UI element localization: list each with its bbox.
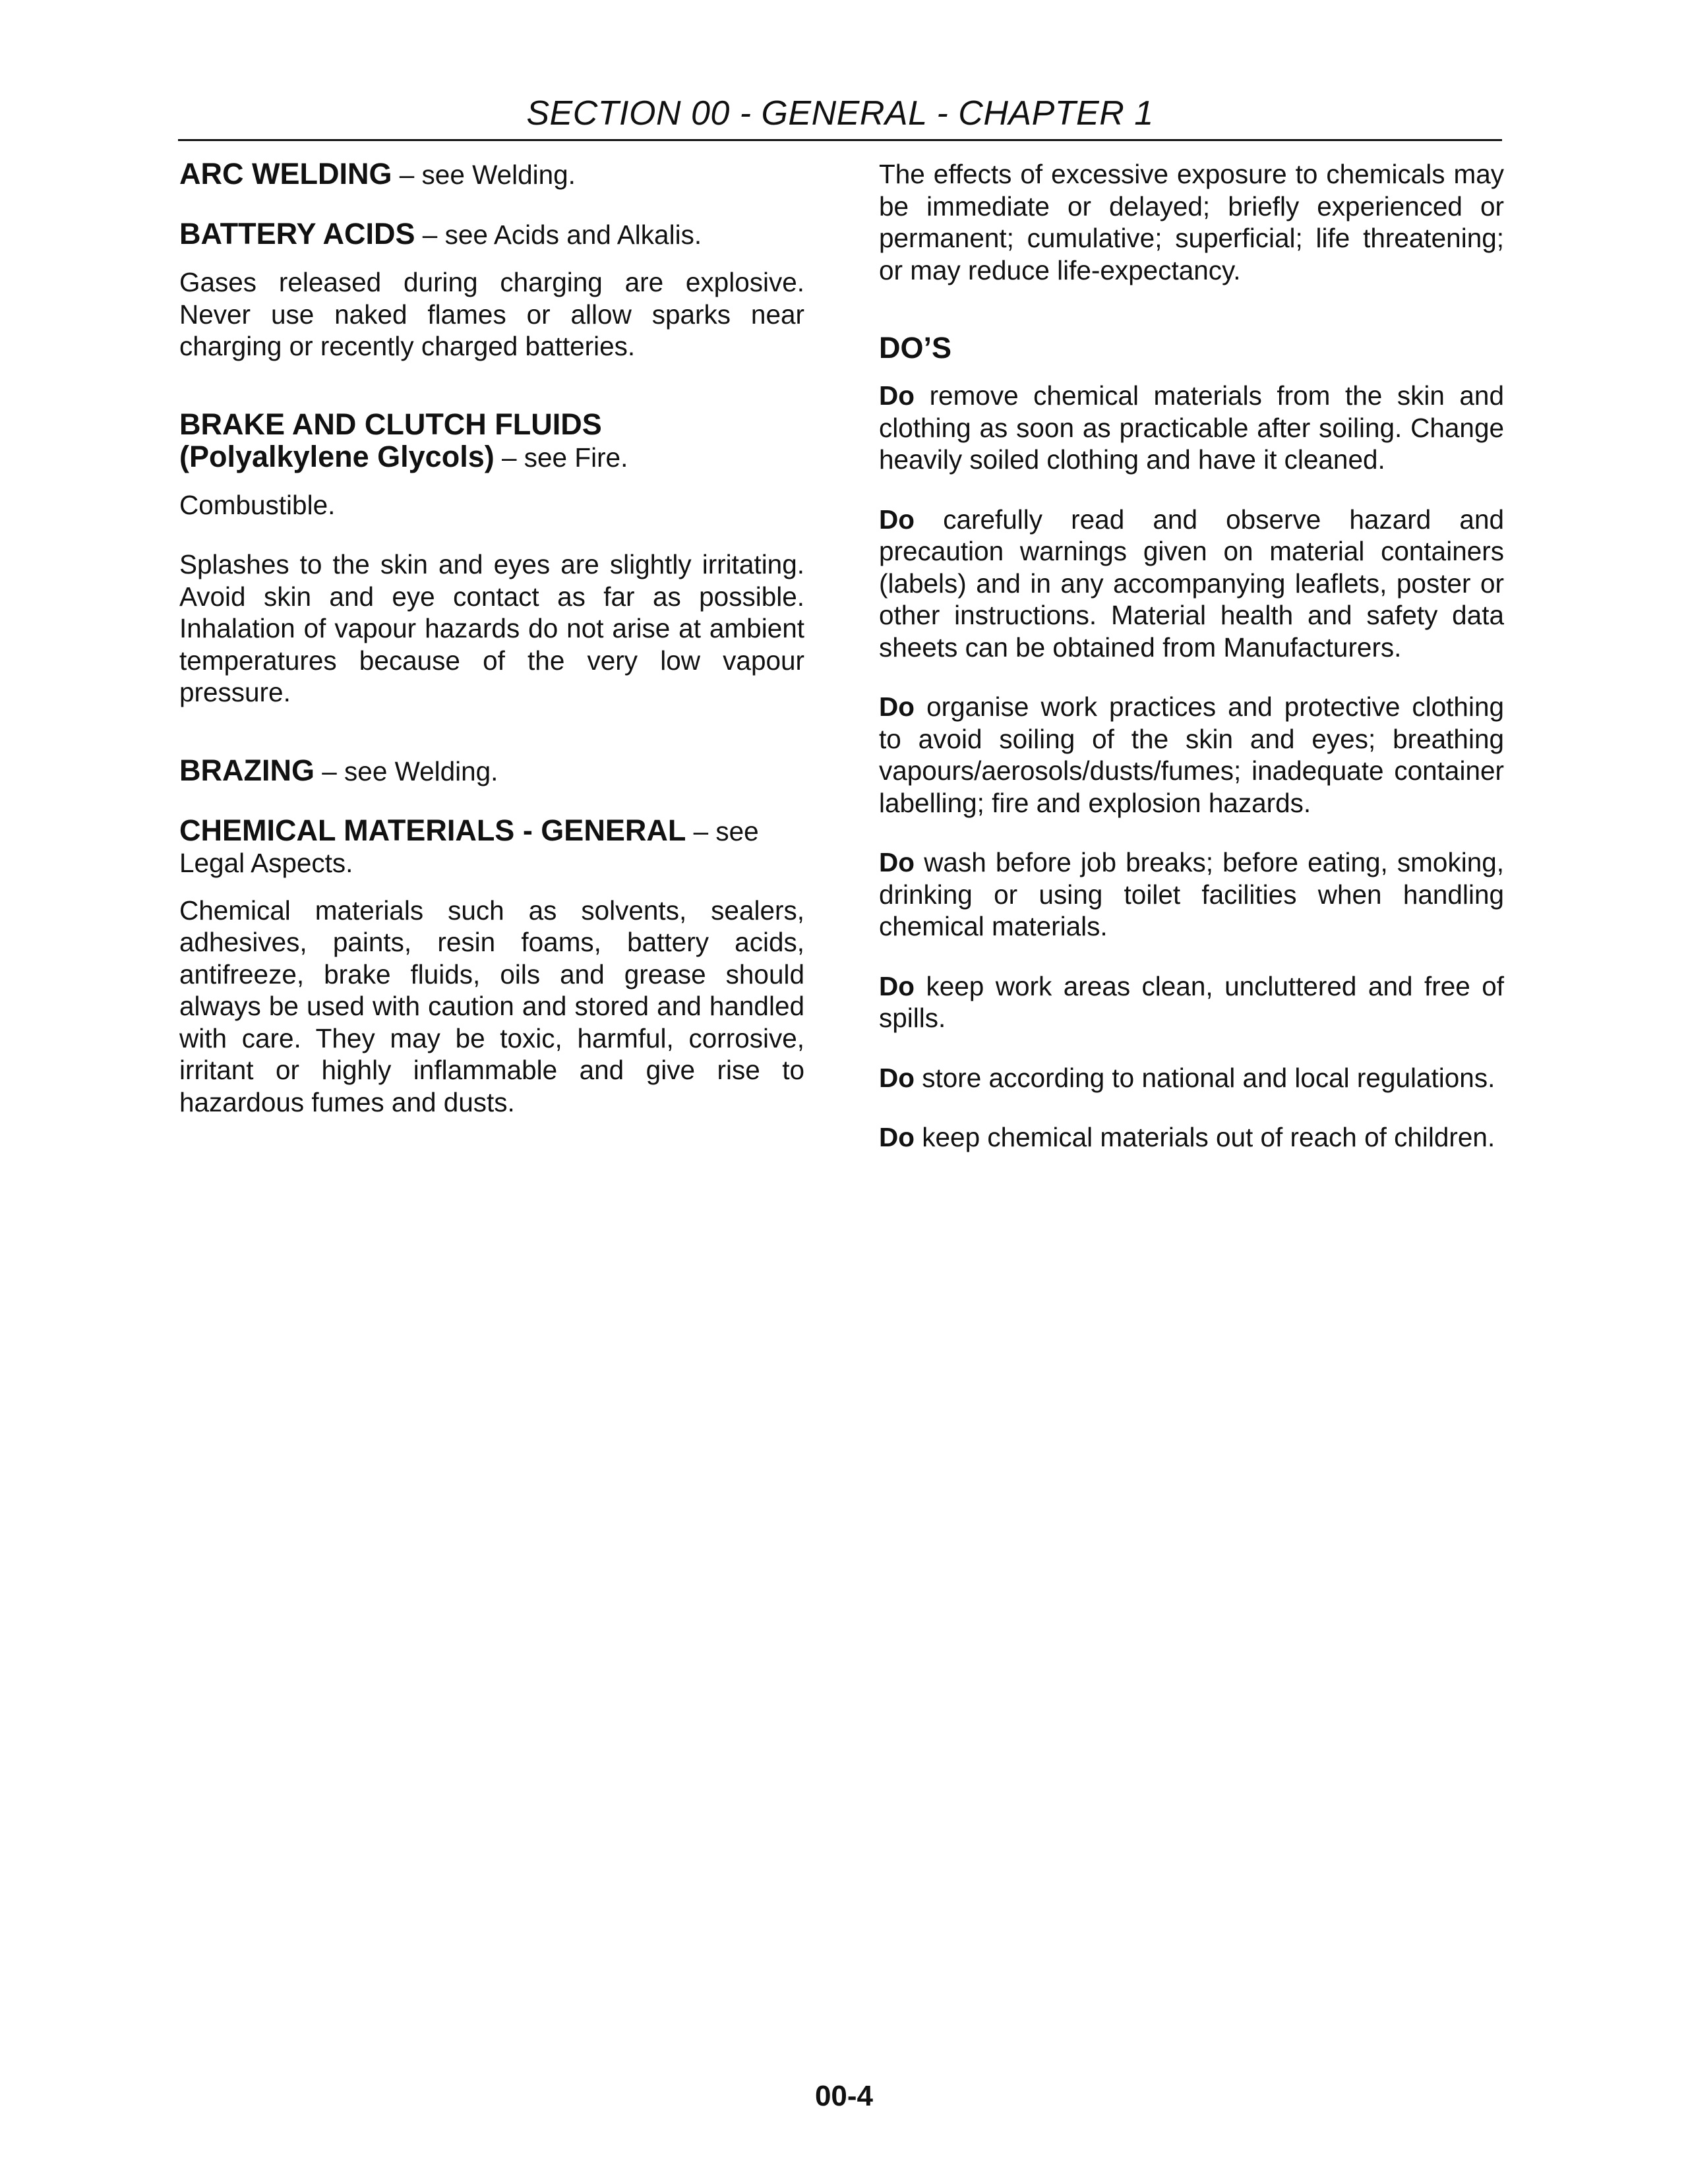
chemical-materials-text: Chemical materials such as solvents, sealers, adhesives, paints, resin foams, battery acids, antifreeze, brake fluids, oils and grease should always be used with caution and stored and handled with care. They may be toxic, harmful, corrosive, irritant or highly inflammable and give rise to hazardous fumes and dusts. xyxy=(179,895,804,1117)
dos-item xyxy=(879,380,1504,476)
chemical-materials-separator: – xyxy=(693,815,709,846)
arc-welding-heading: ARC WELDING xyxy=(179,157,392,191)
dos-item-lead: Do xyxy=(879,692,915,722)
chemical-materials-see-reference: see Legal Aspects. xyxy=(179,815,759,878)
brake-clutch-heading-line1: BRAKE AND CLUTCH FLUIDS xyxy=(179,407,602,441)
brazing-entry xyxy=(179,755,804,787)
dos-item-lead: Do xyxy=(879,970,915,1001)
left-column xyxy=(179,158,804,1118)
chemical-materials-entry xyxy=(179,815,804,879)
arc-welding-entry xyxy=(179,158,804,191)
dos-item xyxy=(879,1121,1504,1154)
page-number: 00-4 xyxy=(814,2080,874,2112)
effects-text: The effects of excessive exposure to chemicals may be immediate or delayed; briefly experienced or permanent; cumulative; superficial; life threatening; or may reduce life-expectancy. xyxy=(879,159,1504,285)
dos-item xyxy=(879,846,1504,943)
dos-item-text: remove chemical materials from the skin and clothing as soon as practicable after soiling. Change heavily soiled clothing and have it cleaned. xyxy=(879,380,1504,475)
battery-acids-heading: BATTERY ACIDS xyxy=(179,217,415,251)
battery-acids-separator: – xyxy=(422,220,438,250)
page-header-title: SECTION 00 - GENERAL - CHAPTER 1 xyxy=(526,94,1154,133)
dos-heading: DO’S xyxy=(879,331,952,365)
dos-item-text: keep chemical materials out of reach of children. xyxy=(922,1122,1495,1152)
brake-clutch-separator: – xyxy=(501,442,517,473)
brazing-heading: BRAZING xyxy=(179,753,315,787)
dos-item xyxy=(879,504,1504,664)
brake-clutch-see-reference: see Fire. xyxy=(524,442,628,473)
arc-welding-separator: – xyxy=(399,160,415,190)
dos-item-text: store according to national and local regulations. xyxy=(922,1062,1495,1093)
brake-clutch-heading-line2: (Polyalkylene Glycols) xyxy=(179,439,495,473)
dos-item-lead: Do xyxy=(879,504,915,535)
header-rule xyxy=(178,139,1502,141)
brake-clutch-entry xyxy=(179,409,804,473)
dos-item-text: carefully read and observe hazard and precaution warnings given on material containers (labels) and in any accompanying leaflets, poster or other instructions. Material health and safety data sheets can be obtained from Manufacturers. xyxy=(879,504,1504,663)
battery-acids-entry xyxy=(179,218,804,251)
brazing-see-reference: see Welding. xyxy=(344,755,498,786)
brazing-separator: – xyxy=(322,755,337,786)
dos-item xyxy=(879,970,1504,1034)
dos-item xyxy=(879,1062,1504,1094)
brake-clutch-text-combustible: Combustible. xyxy=(179,489,336,520)
brake-clutch-text-splashes: Splashes to the skin and eyes are slightly irritating. Avoid skin and eye contact as far as possible. Inhalation of vapour hazards do not arise at ambient temperatures because of the very low vapour pressure. xyxy=(179,549,804,707)
dos-item-lead: Do xyxy=(879,847,915,877)
dos-item-text: wash before job breaks; before eating, smoking, drinking or using toilet facilities when handling chemical materials. xyxy=(879,847,1504,941)
battery-acids-see-reference: see Acids and Alkalis. xyxy=(444,220,702,250)
dos-item-text: organise work practices and protective clothing to avoid soiling of the skin and eyes; breathing vapours/aerosols/dusts/fumes; inadequate container labelling; fire and explosion hazards. xyxy=(879,692,1504,818)
dos-item-lead: Do xyxy=(879,1122,915,1152)
battery-acids-text: Gases released during charging are explosive. Never use naked flames or allow sparks near charging or recently charged batteries. xyxy=(179,267,804,361)
dos-item xyxy=(879,691,1504,819)
dos-item-lead: Do xyxy=(879,380,915,411)
chemical-materials-heading: CHEMICAL MATERIALS - GENERAL xyxy=(179,813,686,847)
dos-item-text: keep work areas clean, uncluttered and free of spills. xyxy=(879,970,1505,1033)
arc-welding-see-reference: see Welding. xyxy=(421,160,576,190)
right-column xyxy=(879,158,1504,1154)
dos-item-lead: Do xyxy=(879,1062,915,1093)
